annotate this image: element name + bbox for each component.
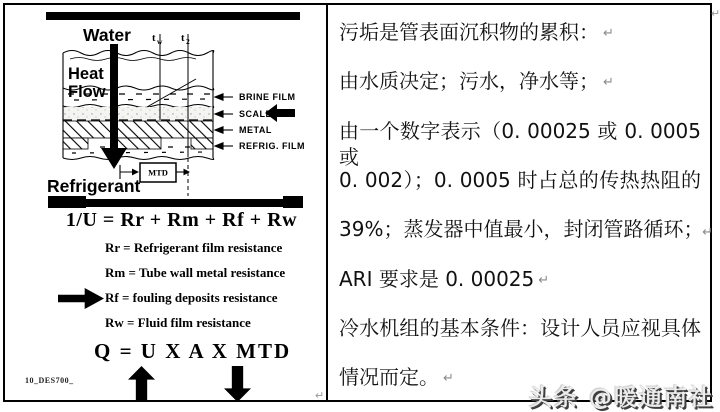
metal-fins bbox=[63, 138, 213, 149]
text-line bbox=[339, 167, 701, 195]
resistance-term-rw: Rw = Fluid film resistance bbox=[105, 315, 251, 330]
text-line-content: 0. 002）；0. 0005 时占总的传热热阻的 bbox=[339, 168, 701, 192]
text-line bbox=[339, 315, 701, 343]
separator-bar-middle-right-cap bbox=[283, 196, 303, 208]
text-line bbox=[339, 266, 701, 294]
paragraph-mark-icon: ↵ bbox=[702, 225, 713, 240]
t2-label-base: t bbox=[181, 33, 185, 44]
paragraph-mark-icon: ↵ bbox=[538, 273, 550, 288]
separator-bar-middle-left-cap bbox=[48, 196, 86, 208]
paragraph-mark-icon: ↵ bbox=[315, 390, 325, 402]
paragraph-mark-icon: ↵ bbox=[603, 75, 614, 90]
text-line-content: 污垢是管表面沉积物的累积： bbox=[339, 20, 599, 44]
water-label: Water bbox=[83, 25, 131, 45]
temp-profile-diagonal bbox=[147, 79, 196, 107]
text-line-content: ARI 要求是 0. 00025 bbox=[339, 267, 535, 291]
metal-label: METAL bbox=[239, 125, 272, 135]
refrig-bottom-wave bbox=[63, 157, 214, 160]
text-line-content: 冷水机组的基本条件：设计人员应视具体 bbox=[339, 316, 701, 340]
t2-label-sub: 2 bbox=[186, 37, 190, 46]
metal-layer bbox=[63, 121, 213, 138]
heat-label: Heat bbox=[68, 65, 104, 83]
mtd-label: MTD bbox=[148, 167, 168, 178]
text-line-content: 由水质决定；污水，净水等； bbox=[339, 69, 599, 93]
tw-label-base: t bbox=[152, 33, 156, 44]
refrig-film-label: REFRIG. FILM bbox=[239, 141, 305, 151]
text-line bbox=[339, 68, 701, 96]
slide-code: 10_DES700_ bbox=[25, 376, 74, 385]
u-equation: 1/U = Rr + Rm + Rf + Rw bbox=[65, 209, 298, 231]
flow-label: Flow bbox=[68, 83, 106, 101]
brine-film-label: BRINE FILM bbox=[239, 92, 296, 102]
text-line-content: 情况而定。 bbox=[339, 365, 439, 389]
scale-layer bbox=[63, 107, 213, 120]
water-inner-wave bbox=[70, 58, 196, 61]
paragraph-mark-icon: ↵ bbox=[711, 8, 720, 20]
water-top-wave bbox=[63, 51, 214, 56]
resistance-term-rf: Rf = fouling deposits resistance bbox=[105, 290, 278, 305]
scale-label: SCALE bbox=[239, 109, 273, 119]
layer-pointer-arrows bbox=[215, 94, 233, 149]
text-line-content: 39%；蒸发器中值最小，封闭管路循环； bbox=[339, 217, 704, 241]
refrigerant-label: Refrigerant bbox=[47, 176, 141, 196]
text-line bbox=[339, 19, 701, 47]
tw-label-sub: w bbox=[157, 37, 163, 46]
paragraph-mark-icon: ↵ bbox=[603, 26, 614, 41]
watermark: 头条 @暖通南社 bbox=[528, 385, 714, 411]
resistance-term-rr: Rr = Refrigerant film resistance bbox=[105, 240, 283, 255]
text-line-content: 由一个数字表示（0. 00025 或 0. 0005 或 bbox=[339, 119, 701, 169]
text-line bbox=[339, 118, 701, 169]
separator-bar-middle bbox=[48, 199, 303, 207]
text-line bbox=[339, 216, 713, 244]
heat-flow-arrow bbox=[101, 44, 127, 169]
q-equation: Q = U X A X MTD bbox=[94, 339, 292, 363]
resistance-term-rm: Rm = Tube wall metal resistance bbox=[105, 265, 286, 280]
paragraph-mark-icon: ↵ bbox=[443, 371, 454, 386]
